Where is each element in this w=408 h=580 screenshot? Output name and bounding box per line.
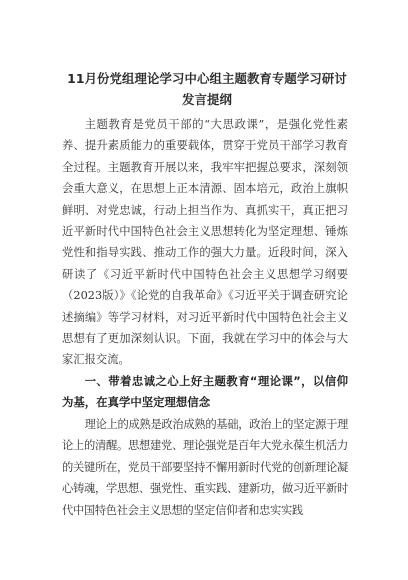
section-1-heading: 一、带着忠诚之心上好主题教育“理论课”，以信仰为基，在真学中坚定理想信念 [62,373,348,410]
intro-paragraph: 主题教育是党员干部的“大思政课”，是强化党性素养、提升素质能力的重要载体，贯穿于党员干部学习教育全过程。主题教育开展以来，我牢牢把握总要求，深刻领会重大意义，在思想上正本清源、固本培元，政治上旗帜鲜明、对党忠诚，行动上担当作为、真抓实干，真正把习近平新时代中国特色社会主义思想转化为坚定理想、锤炼党性和指导实践、推动工作的强大力量。近段时间，深入研读了《习近平新时代中国特色社会主义思想学习纲要（2023版）》《论党的自我革命》《习近平关于调查研究论述摘编》等学习材料，对习近平新时代中国特色社会主义思想有了更加深刻认识。下面，我就在学习中的体会与大家汇报交流。 [62,118,348,367]
document-body [62,114,348,521]
document-title: 11月份党组理论学习中心组主题教育专题学习研讨发言提纲 [67,71,347,107]
section-1-paragraph: 理论上的成熟是政治成熟的基础，政治上的坚定源于理论上的清醒。思想建党、理论强党是百年大党永葆生机活力的关键所在，党员干部要坚持不懈用新时代党的创新理论凝心铸魂，学思想、强党性、重实践、建新功，做习近平新时代中国特色社会主义思想的坚定信仰者和忠实实践 [62,418,348,517]
